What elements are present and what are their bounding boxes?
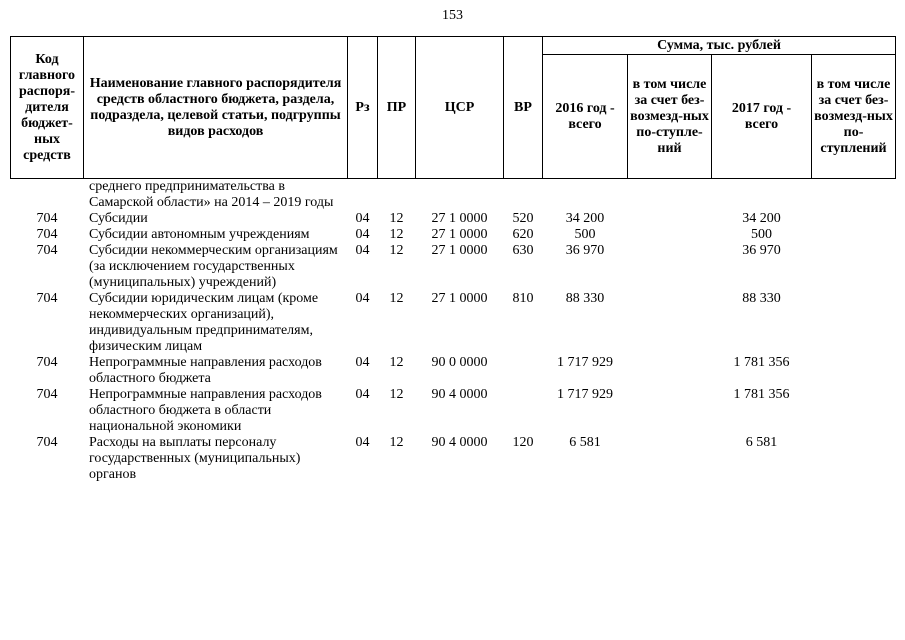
cell-rz: 04	[355, 243, 370, 258]
header-2017-total: 2017 год - всего	[712, 55, 812, 179]
header-vr: ВР	[504, 37, 543, 179]
cell-2016-grants	[628, 179, 712, 212]
header-pr: ПР	[378, 37, 416, 179]
budget-table	[10, 36, 896, 483]
cell-vr	[504, 355, 543, 387]
cell-2017-total	[712, 179, 812, 212]
header-sum: Сумма, тыс. рублей	[543, 37, 896, 55]
cell-pr: 12	[389, 355, 404, 370]
cell-2016-grants	[628, 243, 712, 291]
cell-vr: 120	[512, 435, 534, 450]
table-row	[11, 355, 896, 387]
cell-2016-total	[543, 179, 628, 212]
cell-vr: 630	[512, 243, 534, 258]
cell-2016-total: 88 330	[565, 291, 605, 306]
cell-2017-total: 88 330	[742, 291, 781, 306]
cell-2016-grants	[628, 435, 712, 483]
cell-csr: 90 4 0000	[431, 387, 488, 402]
cell-2016-total: 500	[574, 227, 596, 242]
cell-rz: 04	[355, 435, 370, 450]
header-2016-grants: в том числе за счет без-возмезд-ных по-ступле-ний	[628, 55, 712, 179]
cell-rz: 04	[355, 291, 370, 306]
page-number: 153	[442, 8, 463, 23]
cell-2017-total: 1 781 356	[733, 387, 790, 402]
table-row	[11, 435, 896, 483]
cell-2017-grants	[812, 387, 896, 435]
cell-rz: 04	[355, 211, 370, 226]
cell-vr	[504, 179, 543, 212]
table-header	[11, 37, 896, 179]
cell-2016-total: 1 717 929	[557, 387, 613, 402]
cell-code: 704	[36, 435, 58, 450]
cell-name: Непрограммные направления расходов областного бюджета в области национальной экономики	[89, 387, 322, 434]
table-row	[11, 243, 896, 291]
cell-2017-grants	[812, 227, 896, 243]
cell-name: Субсидии автономным учреждениям	[89, 227, 310, 242]
cell-csr: 90 0 0000	[431, 355, 488, 370]
header-csr: ЦСР	[416, 37, 504, 179]
cell-csr: 27 1 0000	[431, 243, 488, 258]
cell-2016-grants	[628, 227, 712, 243]
cell-2016-grants	[628, 355, 712, 387]
cell-2017-grants	[812, 355, 896, 387]
header-rz: Рз	[348, 37, 378, 179]
table-body	[11, 179, 896, 484]
header-2017-grants: в том числе за счет без-возмезд-ных по-ступлений	[812, 55, 896, 179]
cell-2016-total: 36 970	[565, 243, 605, 258]
header-2016-total: 2016 год - всего	[543, 55, 628, 179]
cell-2017-total: 36 970	[742, 243, 781, 258]
cell-pr: 12	[389, 291, 404, 306]
cell-pr: 12	[389, 435, 404, 450]
cell-rz: 04	[355, 227, 370, 242]
cell-code: 704	[36, 243, 58, 258]
cell-name: Непрограммные направления расходов областного бюджета	[89, 355, 322, 386]
table-row	[11, 387, 896, 435]
cell-csr: 27 1 0000	[431, 291, 488, 306]
cell-csr: 27 1 0000	[431, 227, 488, 242]
cell-vr	[504, 387, 543, 435]
cell-vr: 620	[512, 227, 534, 242]
cell-vr: 810	[512, 291, 534, 306]
cell-2017-total: 6 581	[745, 435, 778, 450]
cell-2016-grants	[628, 291, 712, 355]
cell-code: 704	[36, 387, 58, 402]
cell-pr: 12	[389, 243, 404, 258]
cell-vr: 520	[512, 211, 534, 226]
cell-2016-total: 1 717 929	[557, 355, 613, 370]
cell-pr: 12	[389, 387, 404, 402]
cell-csr: 90 4 0000	[431, 435, 488, 450]
header-name: Наименование главного распорядителя средств областного бюджета, раздела, подраздела, целевой статьи, подгруппы видов расходов	[84, 37, 348, 179]
cell-csr	[416, 179, 504, 212]
cell-2017-grants	[812, 435, 896, 483]
cell-code: 704	[36, 291, 58, 306]
cell-2017-total: 500	[751, 227, 772, 242]
cell-2017-total: 1 781 356	[733, 355, 790, 370]
cell-name: среднего предпринимательства в Самарской области» на 2014 – 2019 годы	[89, 179, 334, 210]
cell-2016-grants	[628, 387, 712, 435]
cell-pr	[378, 179, 416, 212]
cell-code: 704	[36, 355, 58, 370]
cell-2017-grants	[812, 243, 896, 291]
table-row	[11, 211, 896, 227]
cell-name: Субсидии некоммерческим организациям (за исключением государственных (муниципальных) учреждений)	[89, 243, 338, 290]
cell-code: 704	[36, 227, 58, 242]
cell-name: Субсидии	[89, 211, 148, 226]
header-code: Код главного распоря-дителя бюджет-ных средств	[11, 37, 84, 179]
cell-rz	[348, 179, 378, 212]
cell-name: Субсидии юридическим лицам (кроме некоммерческих организаций), индивидуальным предпринимателям, физическим лицам	[89, 291, 319, 354]
cell-rz: 04	[355, 387, 370, 402]
cell-2016-grants	[628, 211, 712, 227]
cell-2017-total: 34 200	[742, 211, 781, 226]
cell-code	[11, 179, 84, 212]
cell-rz: 04	[355, 355, 370, 370]
cell-2017-grants	[812, 211, 896, 227]
cell-pr: 12	[389, 211, 404, 226]
cell-code: 704	[36, 211, 58, 226]
table-row	[11, 227, 896, 243]
table-row	[11, 291, 896, 355]
cell-csr: 27 1 0000	[431, 211, 488, 226]
cell-2017-grants	[812, 291, 896, 355]
cell-2016-total: 6 581	[569, 435, 601, 450]
cell-name: Расходы на выплаты персоналу государственных (муниципальных) органов	[89, 435, 301, 482]
cell-2016-total: 34 200	[565, 211, 605, 226]
cell-pr: 12	[389, 227, 404, 242]
table-row	[11, 179, 896, 212]
cell-2017-grants	[812, 179, 896, 212]
